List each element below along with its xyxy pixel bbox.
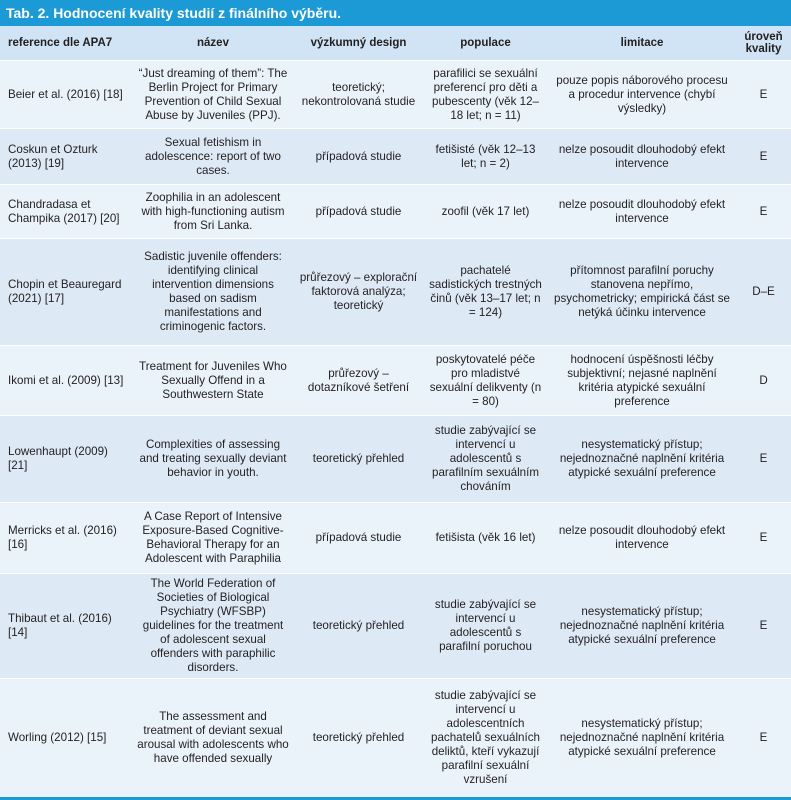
table-row	[0, 61, 791, 129]
cell-population: studie zabývající se intervencí u adolescentů s parafilním sexuálním chováním	[423, 416, 548, 503]
cell-reference: Beier et al. (2016) [18]	[0, 61, 132, 129]
cell-reference: Lowenhaupt (2009) [21]	[0, 416, 132, 503]
cell-quality: D–E	[736, 239, 791, 346]
header-population: populace	[423, 26, 548, 61]
cell-name: “Just dreaming of them”: The Berlin Project for Primary Prevention of Child Sexual Abuse by Juveniles (PPJ).	[132, 61, 294, 129]
cell-limitations: nesystematický přístup; nejednoznačné naplnění kritéria atypické sexuální preference	[548, 679, 736, 797]
cell-quality: E	[736, 129, 791, 185]
cell-name: Zoophilia in an adolescent with high-functioning autism from Sri Lanka.	[132, 185, 294, 239]
cell-quality: E	[736, 679, 791, 797]
cell-population: poskytovatelé péče pro mladistvé sexuální delikventy (n = 80)	[423, 346, 548, 416]
cell-design: teoretický; nekontrolovaná studie	[294, 61, 423, 129]
cell-name: Sadistic juvenile offenders: identifying clinical intervention dimensions based on sadism manifestations and criminogenic factors.	[132, 239, 294, 346]
cell-design: případová studie	[294, 185, 423, 239]
cell-limitations: nelze posoudit dlouhodobý efekt intervence	[548, 503, 736, 574]
table-row	[0, 129, 791, 185]
cell-name: The World Federation of Societies of Biological Psychiatry (WFSBP) guidelines for the treatment of adolescent sexual offenders with paraphilic disorders.	[132, 574, 294, 679]
cell-design: teoretický přehled	[294, 574, 423, 679]
header-limitations: limitace	[548, 26, 736, 61]
cell-limitations: nesystematický přístup; nejednoznačné naplnění kritéria atypické sexuální preference	[548, 574, 736, 679]
cell-name: The assessment and treatment of deviant sexual arousal with adolescents who have offended sexually	[132, 679, 294, 797]
cell-name: A Case Report of Intensive Exposure-Based Cognitive-Behavioral Therapy for an Adolescent with Paraphilia	[132, 503, 294, 574]
cell-design: teoretický přehled	[294, 679, 423, 797]
table-row	[0, 503, 791, 574]
cell-quality: E	[736, 574, 791, 679]
cell-limitations: nesystematický přístup; nejednoznačné naplnění kritéria atypické sexuální preference	[548, 416, 736, 503]
cell-design: případová studie	[294, 129, 423, 185]
header-quality-line2: kvality	[745, 43, 782, 55]
cell-name: Sexual fetishism in adolescence: report of two cases.	[132, 129, 294, 185]
header-quality	[736, 26, 791, 61]
header-row	[0, 26, 791, 61]
cell-limitations: nelze posoudit dlouhodobý efekt intervence	[548, 185, 736, 239]
cell-reference: Ikomi et al. (2009) [13]	[0, 346, 132, 416]
cell-limitations: nelze posoudit dlouhodobý efekt intervence	[548, 129, 736, 185]
cell-design: případová studie	[294, 503, 423, 574]
cell-limitations: přítomnost parafilní poruchy stanovena nepřímo, psychometricky; empirická část se netýká účinku intervence	[548, 239, 736, 346]
cell-quality: D	[736, 346, 791, 416]
cell-quality: E	[736, 503, 791, 574]
cell-limitations: pouze popis náborového procesu a procedur intervence (chybí výsledky)	[548, 61, 736, 129]
cell-reference: Coskun et Ozturk (2013) [19]	[0, 129, 132, 185]
cell-reference: Chopin et Beauregard (2021) [17]	[0, 239, 132, 346]
cell-population: studie zabývající se intervencí u adolescentních pachatelů sexuálních deliktů, kteří vykazují parafilní sexuální vzrušení	[423, 679, 548, 797]
table-title: Tab. 2. Hodnocení kvality studií z finálního výběru.	[0, 0, 791, 26]
header-name: název	[132, 26, 294, 61]
cell-name: Treatment for Juveniles Who Sexually Offend in a Southwestern State	[132, 346, 294, 416]
table-row	[0, 346, 791, 416]
header-quality-line1: úroveň	[744, 31, 783, 43]
cell-population: parafilici se sexuální preferencí pro děti a pubescenty (věk 12–18 let; n = 11)	[423, 61, 548, 129]
table-row	[0, 574, 791, 679]
cell-reference: Thibaut et al. (2016) [14]	[0, 574, 132, 679]
cell-population: zoofil (věk 17 let)	[423, 185, 548, 239]
table-row	[0, 416, 791, 503]
header-reference: reference dle APA7	[0, 26, 132, 61]
header-design: výzkumný design	[294, 26, 423, 61]
cell-name: Complexities of assessing and treating sexually deviant behavior in youth.	[132, 416, 294, 503]
table-row	[0, 679, 791, 797]
cell-population: fetišista (věk 16 let)	[423, 503, 548, 574]
cell-quality: E	[736, 185, 791, 239]
cell-reference: Chandradasa et Champika (2017) [20]	[0, 185, 132, 239]
table-row	[0, 239, 791, 346]
quality-table	[0, 26, 791, 797]
cell-design: teoretický přehled	[294, 416, 423, 503]
cell-reference: Worling (2012) [15]	[0, 679, 132, 797]
cell-quality: E	[736, 61, 791, 129]
cell-population: fetišisté (věk 12–13 let; n = 2)	[423, 129, 548, 185]
cell-reference: Merricks et al. (2016) [16]	[0, 503, 132, 574]
cell-population: studie zabývající se intervencí u adolescentů s parafilní poruchou	[423, 574, 548, 679]
cell-design: průřezový – explorační faktorová analýza; teoretický	[294, 239, 423, 346]
cell-quality: E	[736, 416, 791, 503]
table-row	[0, 185, 791, 239]
cell-limitations: hodnocení úspěšnosti léčby subjektivní; nejasné naplnění kritéria atypické sexuální preference	[548, 346, 736, 416]
cell-population: pachatelé sadistických trestných činů (věk 13–17 let; n = 124)	[423, 239, 548, 346]
cell-design: průřezový – dotazníkové šetření	[294, 346, 423, 416]
